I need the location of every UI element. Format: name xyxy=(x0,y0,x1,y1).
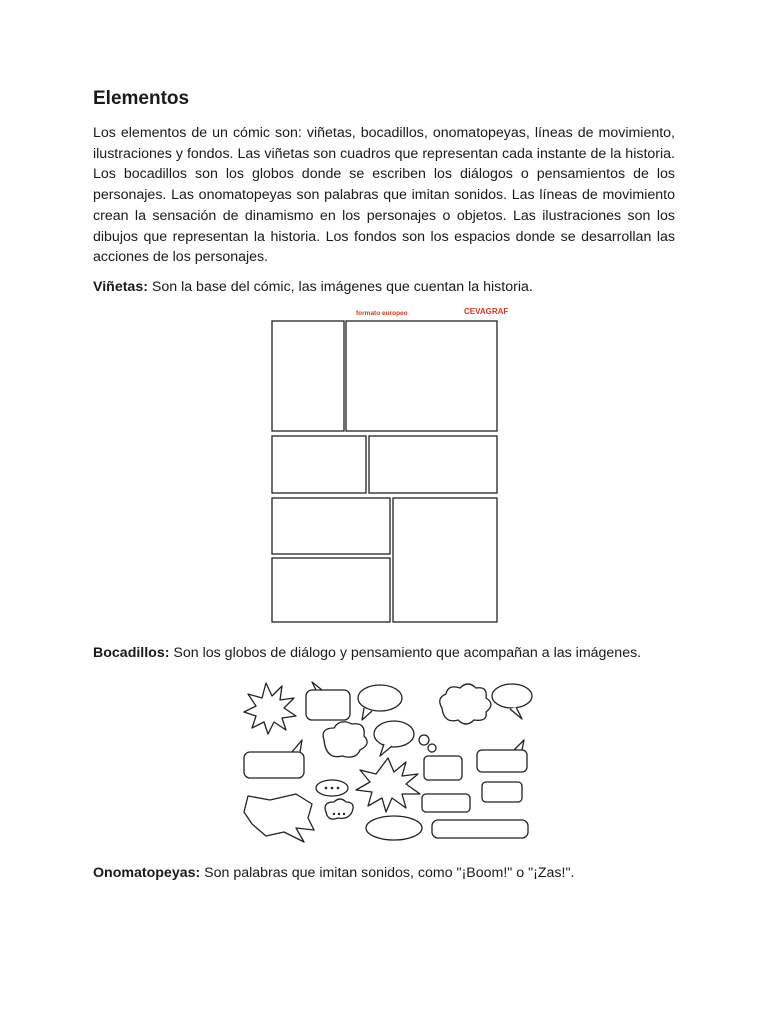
speech-bubbles-figure xyxy=(236,678,536,848)
speech-bubbles-illustration xyxy=(236,678,536,848)
panel-1 xyxy=(272,321,344,431)
panel-6 xyxy=(393,498,497,622)
vinetas-definition xyxy=(93,279,713,295)
section-heading: Elementos xyxy=(93,88,190,109)
comic-panels-grid xyxy=(266,306,509,626)
bocadillos-text: Son los globos de diálogo y pensamiento que acompañan a las imágenes. xyxy=(169,645,642,661)
panel-5 xyxy=(272,498,390,554)
comic-panels-figure xyxy=(266,306,509,626)
onomatopeyas-definition xyxy=(93,865,713,881)
figure-format-label: formato europeo xyxy=(356,310,408,317)
burst-bubble xyxy=(244,683,296,734)
speech-bubble xyxy=(422,794,470,812)
speech-bubble xyxy=(358,685,402,711)
bocadillos-term: Bocadillos: xyxy=(93,645,170,661)
panel-3 xyxy=(272,436,366,493)
panel-2 xyxy=(346,321,497,431)
speech-bubble xyxy=(244,740,304,778)
figure-brand-logo: CEVAGRAF xyxy=(464,307,509,316)
shout-bubble xyxy=(244,794,314,842)
intro-paragraph: Los elementos de un cómic son: viñetas, bocadillos, onomatopeyas, líneas de movimiento, ilustraciones y fondos. Las viñetas son cuadros que representan cada instante de la historia. Los bocadillos son los globos donde se escriben los diálogos o pensamientos de los personajes. Las onomatopeyas son palabras que imitan sonidos. Las líneas de movimiento crean la sensación de dinamismo en los personajes o objetos. Las ilustraciones son los dibujos que representan la historia. Los fondos son los espacios donde se desarrollan las acciones de los personajes. xyxy=(93,125,675,266)
speech-bubble xyxy=(482,782,522,802)
speech-bubble xyxy=(477,740,527,772)
speech-bubble xyxy=(306,682,350,720)
speech-bubble xyxy=(366,816,422,840)
speech-bubble xyxy=(432,820,528,838)
speech-bubble xyxy=(424,756,462,780)
panel-7 xyxy=(272,558,390,622)
speech-bubble xyxy=(492,684,532,708)
onomatopeyas-text: Son palabras que imitan sonidos, como "¡Boom!" o "¡Zas!". xyxy=(200,865,575,881)
vinetas-text: Son la base del cómic, las imágenes que cuentan la historia. xyxy=(147,279,533,295)
thought-bubble xyxy=(325,799,353,819)
vinetas-term: Viñetas: xyxy=(93,279,148,295)
onomatopeyas-term: Onomatopeyas: xyxy=(93,865,201,881)
bocadillos-definition xyxy=(93,645,713,661)
speech-bubble xyxy=(374,721,414,747)
thought-bubble xyxy=(323,722,367,757)
burst-bubble xyxy=(356,758,420,812)
panel-4 xyxy=(369,436,497,493)
thought-bubble xyxy=(440,684,491,724)
